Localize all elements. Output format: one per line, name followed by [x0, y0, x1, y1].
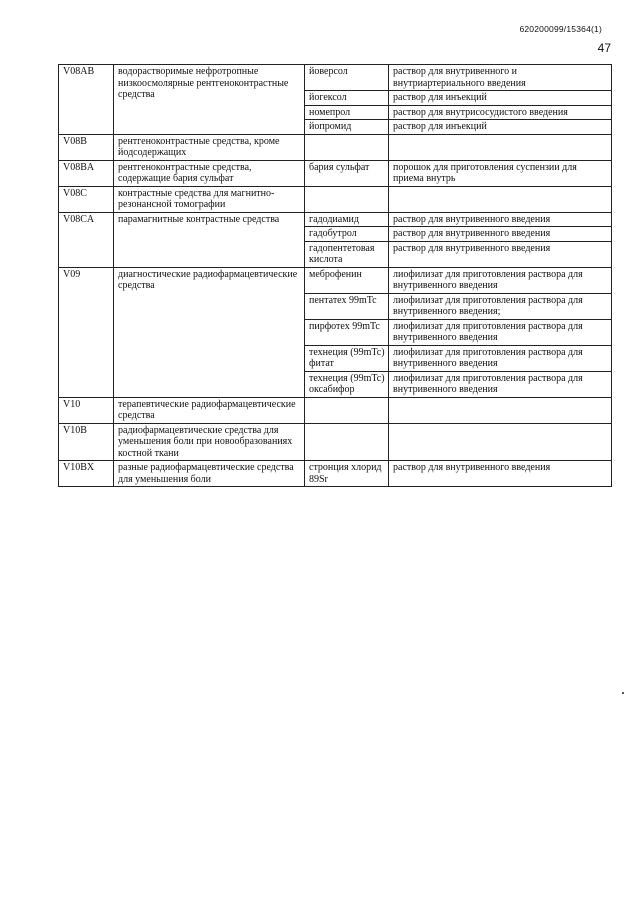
drug-name-cell: йогексол [305, 91, 389, 106]
drug-name-cell: йоверсол [305, 65, 389, 91]
dosage-form-cell [389, 423, 612, 461]
dosage-form-cell: лиофилизат для приготовления раствора для внутривенного введения [389, 371, 612, 397]
atc-code-cell: V08C [59, 186, 114, 212]
dosage-form-cell: лиофилизат для приготовления раствора для внутривенного введения [389, 267, 612, 293]
drug-name-cell: йопромид [305, 120, 389, 135]
table-row [59, 134, 612, 160]
group-description-cell: водорастворимые нефротропные низкоосмолярные рентгеноконтрастные средства [114, 65, 305, 135]
drug-name-cell [305, 397, 389, 423]
table-row [59, 461, 612, 487]
drug-name-cell: технеция (99mTc) оксабифор [305, 371, 389, 397]
dosage-form-cell: раствор для инъекций [389, 120, 612, 135]
drug-name-cell: номепрол [305, 105, 389, 120]
drug-name-cell [305, 186, 389, 212]
atc-code-cell: V08CA [59, 212, 114, 267]
group-description-cell: контрастные средства для магнитно-резонансной томографии [114, 186, 305, 212]
dosage-form-cell: раствор для внутривенного введения [389, 212, 612, 227]
document-id: 620200099/15364(1) [519, 24, 602, 34]
drug-name-cell: пентатех 99mTc [305, 293, 389, 319]
atc-code-cell: V09 [59, 267, 114, 397]
page-number: 47 [597, 41, 611, 55]
dosage-form-cell: раствор для внутривенного введения [389, 461, 612, 487]
table-body [59, 65, 612, 487]
group-description-cell: диагностические радиофармацевтические средства [114, 267, 305, 397]
atc-code-cell: V10BX [59, 461, 114, 487]
drug-name-cell: гадобутрол [305, 227, 389, 242]
group-description-cell: терапевтические радиофармацевтические средства [114, 397, 305, 423]
drug-name-cell: бария сульфат [305, 160, 389, 186]
group-description-cell: рентгеноконтрастные средства, содержащие бария сульфат [114, 160, 305, 186]
dosage-form-cell: порошок для приготовления суспензии для приема внутрь [389, 160, 612, 186]
dosage-form-cell: лиофилизат для приготовления раствора для внутривенного введения [389, 345, 612, 371]
table-row [59, 267, 612, 293]
group-description-cell: радиофармацевтические средства для уменьшения боли при новообразованиях костной ткани [114, 423, 305, 461]
dosage-form-cell: раствор для внутривенного введения [389, 227, 612, 242]
dosage-form-cell: лиофилизат для приготовления раствора для внутривенного введения [389, 319, 612, 345]
dosage-form-cell: раствор для внутривенного введения [389, 241, 612, 267]
table-row [59, 186, 612, 212]
atc-code-cell: V08BA [59, 160, 114, 186]
table-row [59, 397, 612, 423]
table-row [59, 212, 612, 227]
atc-code-cell: V08AB [59, 65, 114, 135]
atc-code-cell: V10 [59, 397, 114, 423]
drug-name-cell: гадопентетовая кислота [305, 241, 389, 267]
table-row [59, 65, 612, 91]
dosage-form-cell: лиофилизат для приготовления раствора для внутривенного введения; [389, 293, 612, 319]
drug-name-cell: гадодиамид [305, 212, 389, 227]
dosage-form-cell: раствор для инъекций [389, 91, 612, 106]
dosage-form-cell [389, 397, 612, 423]
drug-name-cell: пирфотех 99mTc [305, 319, 389, 345]
table-row [59, 160, 612, 186]
drug-name-cell [305, 134, 389, 160]
dosage-form-cell [389, 186, 612, 212]
drug-name-cell [305, 423, 389, 461]
atc-code-cell: V10B [59, 423, 114, 461]
dosage-form-cell: раствор для внутривенного и внутриартериального введения [389, 65, 612, 91]
drug-name-cell: меброфенин [305, 267, 389, 293]
drug-name-cell: технеция (99mTc) фитат [305, 345, 389, 371]
atc-code-cell: V08B [59, 134, 114, 160]
table-row [59, 423, 612, 461]
dosage-form-cell [389, 134, 612, 160]
scan-speck [622, 692, 624, 694]
group-description-cell: парамагнитные контрастные средства [114, 212, 305, 267]
group-description-cell: рентгеноконтрастные средства, кроме йодсодержащих [114, 134, 305, 160]
group-description-cell: разные радиофармацевтические средства для уменьшения боли [114, 461, 305, 487]
drug-classification-table [58, 64, 612, 487]
dosage-form-cell: раствор для внутрисосудистого введения [389, 105, 612, 120]
drug-name-cell: стронция хлорид 89Sr [305, 461, 389, 487]
